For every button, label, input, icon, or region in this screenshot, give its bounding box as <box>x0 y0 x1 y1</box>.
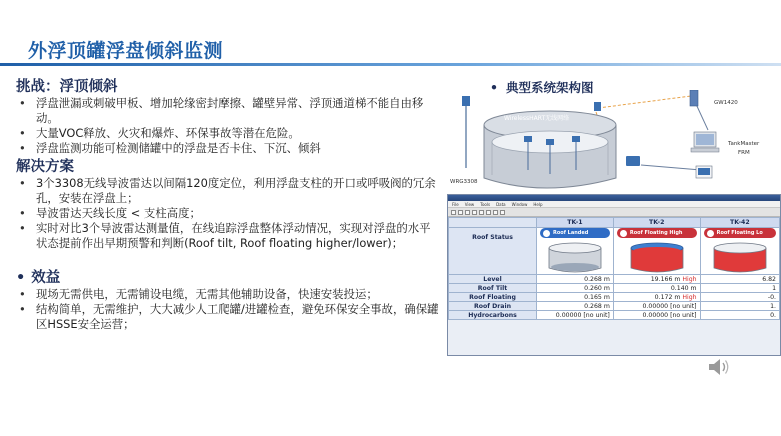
table-cell: 0.268 m <box>537 275 614 284</box>
menu-item[interactable]: Tools <box>480 202 491 207</box>
row-label: Roof Drain <box>449 302 537 311</box>
solution-list <box>16 176 441 251</box>
tank-graphic <box>627 240 687 274</box>
status-badge: Roof Floating High <box>617 228 697 238</box>
list-item: • 实时对比3个导波雷达测量值，在线追踪浮盘整体浮动情况，实现对浮盘的水平状态提前作出早期预警和判断(Roof tilt, Roof floating higher/lower)； <box>16 221 441 251</box>
table-corner <box>449 218 537 228</box>
list-item: • 导波雷达天线长度 < 支柱高度； <box>16 206 441 221</box>
menu-item[interactable]: Help <box>533 202 543 207</box>
challenge-list <box>16 96 441 156</box>
gateway-label: GW1420 <box>714 100 738 106</box>
row-label: Roof Floating <box>449 293 537 302</box>
roof-status-cell[interactable] <box>613 228 700 275</box>
roof-status-cell[interactable] <box>537 228 614 275</box>
table-cell: 0.00000 [no unit] <box>537 311 614 320</box>
toolbar-button[interactable] <box>479 210 484 215</box>
alarm-dot-icon <box>620 230 627 237</box>
table-cell: -0. <box>700 293 779 302</box>
list-item: • 3个3308无线导波雷达以间隔120度定位，利用浮盘支柱的开口或呼吸阀的冗余孔，安装在浮盘上； <box>16 176 441 206</box>
row-label: Roof Tilt <box>449 284 537 293</box>
row-label: Level <box>449 275 537 284</box>
menu-item[interactable]: File <box>452 202 459 207</box>
menu-bar <box>448 201 780 208</box>
diagram-heading: • 典型系统架构图 <box>490 78 594 96</box>
tankmaster-window <box>447 194 781 356</box>
table-cell: 1. <box>700 302 779 311</box>
row-label: Roof Status <box>449 228 537 275</box>
architecture-diagram <box>446 90 781 195</box>
sensor-label: WRG3308 <box>450 179 478 185</box>
table-cell: 0. <box>700 311 779 320</box>
toolbar-button[interactable] <box>500 210 505 215</box>
host-sub-label: FRM <box>738 150 750 156</box>
table-cell: 0.165 m <box>537 293 614 302</box>
challenge-heading: 挑战：浮顶倾斜 <box>16 79 118 95</box>
list-item: • 浮盘监测功能可检测储罐中的浮盘是否卡住、下沉、倾斜 <box>16 141 441 156</box>
table-cell: 0.172 m High <box>613 293 700 302</box>
status-badge: Roof Floating Lo <box>704 228 776 238</box>
table-cell: 0.00000 [no unit] <box>613 302 700 311</box>
row-label: Hydrocarbons <box>449 311 537 320</box>
solution-heading: 解决方案 <box>16 159 74 175</box>
tank-header[interactable]: TK-42 <box>700 218 779 228</box>
list-item: • 结构简单，无需维护，大大减少人工爬罐/进罐检查，避免环保安全事故，确保罐区HSSE安全运营； <box>16 302 441 332</box>
table-cell: 1 <box>700 284 779 293</box>
speaker-icon[interactable] <box>706 355 732 379</box>
menu-item[interactable]: Window <box>511 202 528 207</box>
table-cell: 0.140 m <box>613 284 700 293</box>
wireless-label: WirelessHART无线网络 <box>504 115 570 122</box>
table-cell: 0.268 m <box>537 302 614 311</box>
list-item: • 大量VOC释放、火灾和爆炸、环保事故等潜在危险。 <box>16 126 441 141</box>
toolbar-button[interactable] <box>458 210 463 215</box>
toolbar-button[interactable] <box>472 210 477 215</box>
list-item: • 浮盘泄漏或刺破甲板、增加轮缘密封摩擦、罐壁异常、浮顶通道梯不能自由移动。 <box>16 96 441 126</box>
table-cell: 0.00000 [no unit] <box>613 311 700 320</box>
status-dot-icon <box>543 230 550 237</box>
alarm-dot-icon <box>707 230 714 237</box>
tank-header[interactable]: TK-1 <box>537 218 614 228</box>
tank-graphic <box>710 240 770 274</box>
benefit-list <box>16 287 441 332</box>
slide-title: 外浮顶罐浮盘倾斜监测 <box>28 40 224 62</box>
table-cell: 0.260 m <box>537 284 614 293</box>
tank-header[interactable]: TK-2 <box>613 218 700 228</box>
roof-status-cell[interactable] <box>700 228 779 275</box>
toolbar-button[interactable] <box>465 210 470 215</box>
table-cell: 19.166 m High <box>613 275 700 284</box>
tank-status-table <box>448 217 780 320</box>
benefit-heading: • 效益 <box>16 270 61 286</box>
toolbar <box>448 208 780 217</box>
table-cell: 6.82 <box>700 275 779 284</box>
menu-item[interactable]: Data <box>496 202 506 207</box>
menu-item[interactable]: View <box>464 202 475 207</box>
toolbar-button[interactable] <box>451 210 456 215</box>
toolbar-button[interactable] <box>486 210 491 215</box>
list-item: • 现场无需供电，无需铺设电缆，无需其他辅助设备，快速安装投运； <box>16 287 441 302</box>
toolbar-button[interactable] <box>493 210 498 215</box>
host-label: TankMaster <box>728 141 760 147</box>
status-badge: Roof Landed <box>540 228 610 238</box>
title-divider <box>0 63 781 66</box>
tank-graphic <box>545 240 605 274</box>
text-column <box>16 76 441 332</box>
